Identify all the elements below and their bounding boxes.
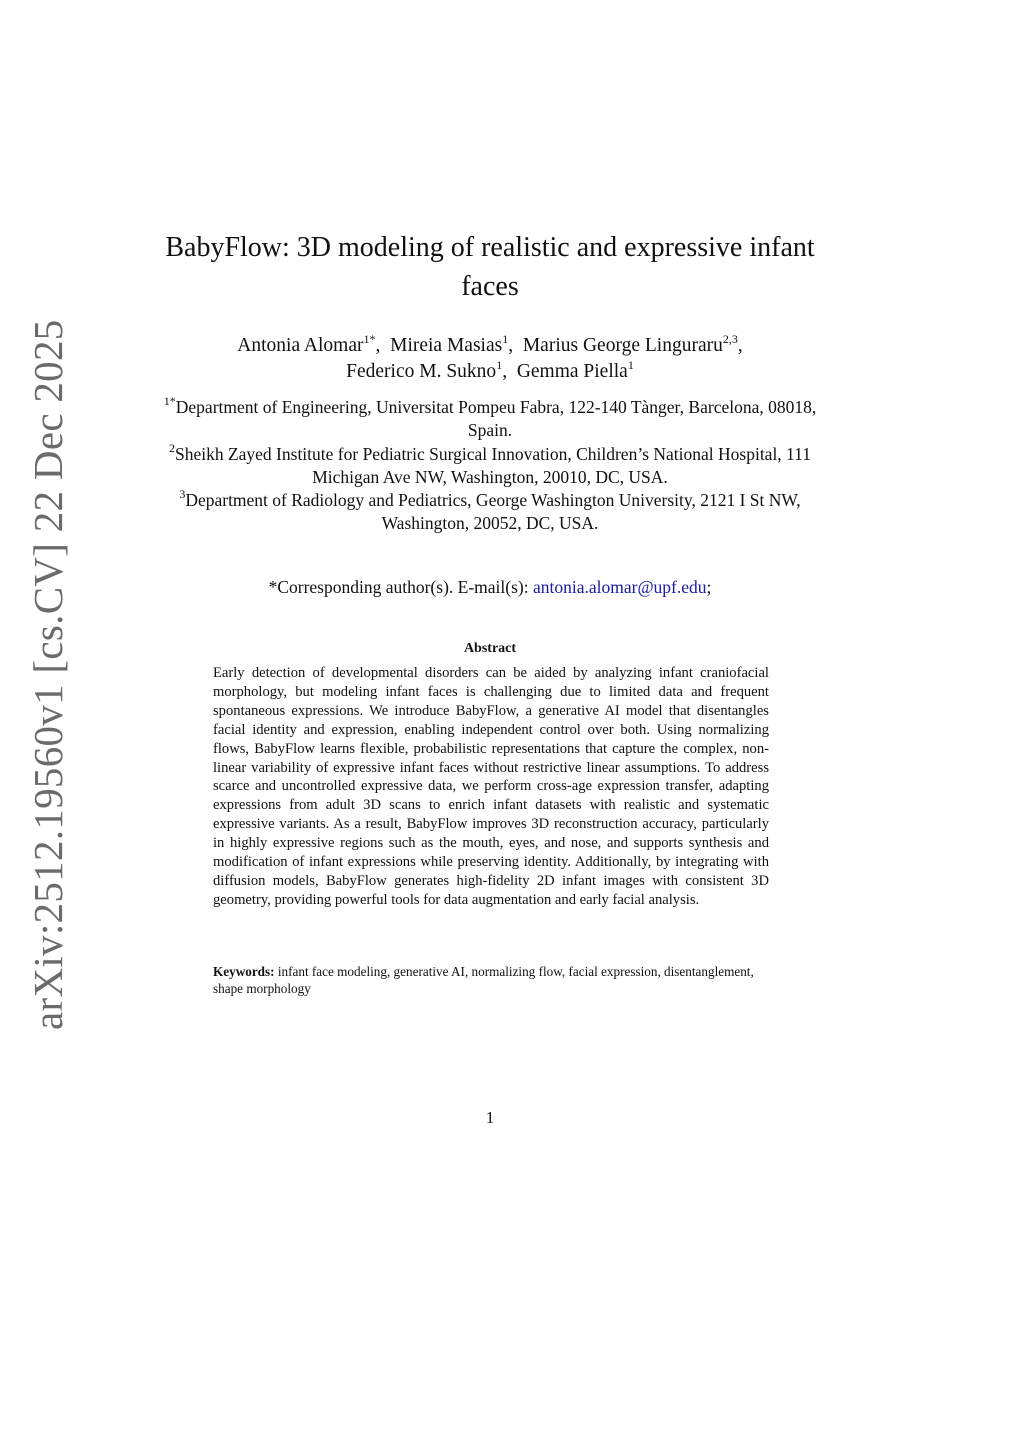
keywords-label: Keywords: xyxy=(213,964,275,979)
affiliation-1: $^{1*}$Department of Engineering, Universitat Pompeu Fabra, 122-140 Tànger, Barcelona, 08018, Spain. xyxy=(163,394,817,441)
page-number: 1 xyxy=(485,1108,495,1127)
author-piella: Gemma Piella$^1$ xyxy=(516,357,634,382)
author-list xyxy=(150,333,830,385)
corresponding-author: *Corresponding author(s). E-mail(s): antonia.alomar@upf.edu; xyxy=(268,577,712,597)
keywords xyxy=(213,963,769,997)
affiliation-3: $^3$Department of Radiology and Pediatrics, George Washington University, 2121 I St NW, Washington, 20052, DC, USA. xyxy=(179,487,801,534)
author-masias: Mireia Masias$^1$, xyxy=(390,331,514,356)
abstract-text: Early detection of developmental disorders can be aided by analyzing infant craniofacial morphology, but modeling infant faces is challenging due to limited data and frequent spontaneous expressions. We introduce BabyFlow, a generative AI model that disentangles facial identity and expression, enabling independent control over both. Using normalizing flows, BabyFlow learns flexible, probabilistic representations that capture the complex, non-linear variability of expressive infant faces without restrictive linear assumptions. To address scarce and uncontrolled expressive data, we perform cross-age expression transfer, adapting expressions from adult 3D scans to enrich infant datasets with realistic and systematic expressive variants. As a result, BabyFlow improves 3D reconstruction accuracy, particularly in highly expressive regions such as the mouth, eyes, and nose, and supports synthesis and modification of infant expressions while preserving identity. Additionally, by integrating with diffusion models, BabyFlow generates high-fidelity 2D infant images with consistent 3D geometry, providing powerful tools for data augmentation and early facial analysis. xyxy=(213,665,769,908)
arxiv-identifier-stamp: arXiv:2512.19560v1 [cs.CV] 22 Dec 2025 xyxy=(25,319,71,1030)
author-alomar: Antonia Alomar$^{1*}$, xyxy=(237,331,381,356)
keywords-text: infant face modeling, generative AI, normalizing flow, facial expression, disentanglement, shape morphology xyxy=(213,964,754,996)
email-link[interactable]: antonia.alomar@upf.edu xyxy=(532,577,707,597)
author-linguraru: Marius George Linguraru$^{2,3}$, xyxy=(522,331,743,356)
affiliation-list xyxy=(150,396,830,536)
paper-title: BabyFlow: 3D modeling of realistic and expressive infant faces xyxy=(165,232,815,302)
author-sukno: Federico M. Sukno$^1$, xyxy=(346,357,508,382)
affiliation-2: $^2$Sheikh Zayed Institute for Pediatric Surgical Innovation, Children’s National Hospital, 111 Michigan Ave NW, Washington, 20010, DC, USA. xyxy=(168,440,812,487)
abstract-heading: Abstract xyxy=(463,641,517,656)
